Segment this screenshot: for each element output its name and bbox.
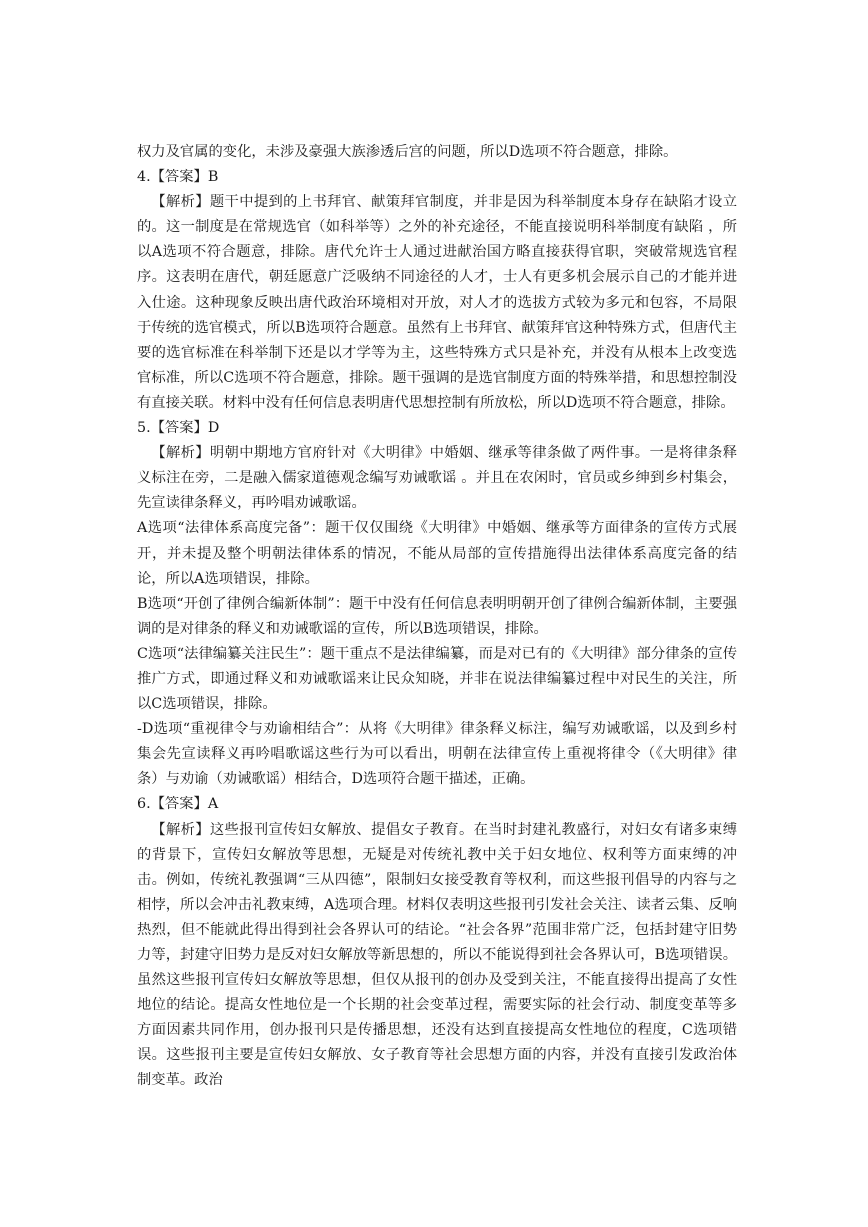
paragraph-continuation: 权力及官属的变化，未涉及豪强大族渗透后宫的问题，所以D选项不符合题意，排除。 xyxy=(137,144,678,160)
analysis-paragraph-5: 【解析】明朝中期地方官府针对《大明律》中婚姻、继承等律条做了两件事。一是将律条释义标注在旁，二是融入儒家道德观念编写劝诫歌谣 。并且在农闲时，官员或乡绅到乡村集会，先宣读律条释义，再吟唱劝诫歌谣。 xyxy=(137,445,737,512)
option-a-explanation: A选项“法律体系高度完备”：题干仅仅围绕《大明律》中婚姻、继承等方面律条的宣传方式展开，并未提及整个明朝法律体系的情况，不能从局部的宣传措施得出法律体系高度完备的结论，所以A选项错误，排除。 xyxy=(137,520,737,587)
document-page xyxy=(137,140,737,1094)
answer-heading-5: 5.【答案】D xyxy=(137,420,220,437)
analysis-paragraph-6: 【解析】这些报刊宣传妇女解放、提倡女子教育。在当时封建礼教盛行，对妇女有诸多束缚的背景下，宣传妇女解放等思想，无疑是对传统礼教中关于妇女地位、权利等方面束缚的冲击。例如，传统礼教强调“三从四德”，限制妇女接受教育等权利，而这些报刊倡导的内容与之相悖，所以会冲击礼教束缚，A选项合理。材料仅表明这些报刊引发社会关注、读者云集、反响热烈，但不能就此得出得到社会各界认可的结论。“社会各界”范围非常广泛，包括封建守旧势力等，封建守旧势力是反对妇女解放等新思想的，所以不能说得到社会各界认可，B选项错误。 虽然这些报刊宣传妇女解放等思想，但仅从报刊的创办及受到关注，不能直接得出提高了女性地位的结论。提高女性地位是一个长期的社会变革过程，需要实际的社会行动、制度变革等多方面因素共同作用，创办报刊只是传播思想，还没有达到直接提高女性地位的程度，C选项错误。这些报刊主要是宣传妇女解放、女子教育等社会思想方面的内容，并没有直接引发政治体制变革。政治 xyxy=(137,821,737,1089)
option-d-explanation: -D选项“重视律令与劝谕相结合”：从将《大明律》律条释义标注，编写劝诫歌谣，以及到乡村集会先宣读释义再吟唱歌谣这些行为可以看出，明朝在法律宣传上重视将律令（《大明律》律条）与劝谕（劝诫歌谣）相结合，D选项符合题干描述，正确。 xyxy=(137,721,737,788)
answer-heading-4: 4.【答案】B xyxy=(137,169,219,186)
answer-heading-6: 6.【答案】A xyxy=(137,796,219,813)
analysis-paragraph-4: 【解析】题干中提到的上书拜官、献策拜官制度，并非是因为科举制度本身存在缺陷才设立的。这一制度是在常规选官（如科举等）之外的补充途径，不能直接说明科举制度有缺陷 ，所以A选项不符合题意，排除。唐代允许士人通过进献治国方略直接获得官职，突破常规选官程序。这表明在唐代，朝廷愿意广泛吸纳不同途径的人才，士人有更多机会展示自己的才能并进入仕途。这种现象反映出唐代政治环境相对开放，对人才的选拔方式较为多元和包容，不局限于传统的选官模式，所以B选项符合题意。虽然有上书拜官、献策拜官这种特殊方式，但唐代主要的选官标准在科举制下还是以才学等为主，这些特殊方式只是补充，并没有从根本上改变选官标准，所以C选项不符合题意，排除。题干强调的是选官制度方面的特殊举措，和思想控制没有直接关联。材料中没有任何信息表明唐代思想控制有所放松，所以D选项不符合题意，排除。 xyxy=(137,194,737,411)
option-b-explanation: B选项“开创了律例合编新体制”：题干中没有任何信息表明明朝开创了律例合编新体制，主要强调的是对律条的释义和劝诫歌谣的宣传，所以B选项错误，排除。 xyxy=(137,595,737,637)
option-c-explanation: C选项“法律编纂关注民生”：题干重点不是法律编纂，而是对已有的《大明律》部分律条的宣传推广方式，即通过释义和劝诫歌谣来让民众知晓，并非在说法律编纂过程中对民生的关注，所以C选项错误，排除。 xyxy=(137,645,737,713)
